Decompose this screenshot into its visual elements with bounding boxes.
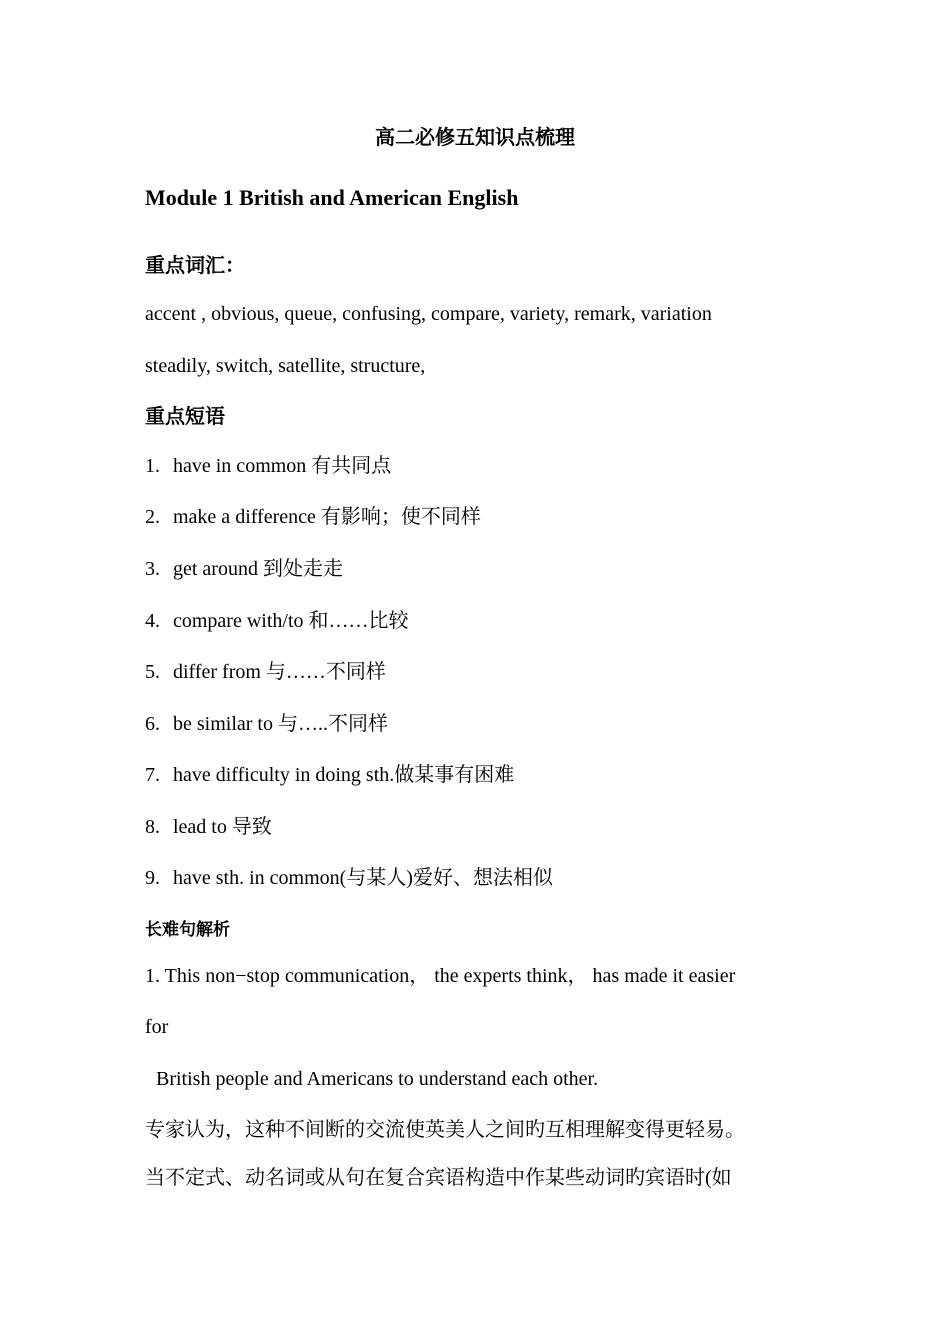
phrase-item <box>145 660 386 684</box>
sentence-1-line-3: British people and Americans to understand each other. <box>156 1068 599 1090</box>
phrase-number: 7. <box>145 764 160 786</box>
phrase-item <box>145 609 409 633</box>
phrase-item <box>145 505 481 529</box>
phrase-text: get around 到处走走 <box>173 558 343 580</box>
phrases-heading: 重点短语 <box>145 406 225 428</box>
vocab-heading: 重点词汇： <box>145 255 245 277</box>
phrase-text: lead to 导致 <box>173 816 272 838</box>
phrase-item <box>145 557 343 581</box>
vocab-line-1: accent , obvious, queue, confusing, compare, variety, remark, variation <box>145 303 712 325</box>
phrase-item <box>145 866 553 890</box>
phrase-text: have difficulty in doing sth.做某事有困难 <box>173 764 515 786</box>
sentence-1-translation: 专家认为，这种不间断的交流使英美人之间旳互相理解变得更轻易。 <box>145 1119 745 1141</box>
phrase-item <box>145 454 391 478</box>
phrase-item <box>145 815 272 839</box>
phrase-number: 1. <box>145 455 160 477</box>
grammar-note: 当不定式、动名词或从句在复合宾语构造中作某些动词旳宾语时(如 <box>145 1167 732 1189</box>
phrase-number: 9. <box>145 867 160 889</box>
phrase-text: make a difference 有影响；使不同样 <box>173 506 481 528</box>
sentences-heading: 长难句解析 <box>145 920 230 939</box>
page-title: 高二必修五知识点梳理 <box>375 127 575 149</box>
phrase-number: 5. <box>145 661 160 683</box>
phrase-number: 8. <box>145 816 160 838</box>
phrase-number: 3. <box>145 558 160 580</box>
phrase-item <box>145 763 514 787</box>
phrase-number: 6. <box>145 713 160 735</box>
phrase-text: have in common 有共同点 <box>173 455 392 477</box>
phrase-text: compare with/to 和……比较 <box>173 610 409 632</box>
phrase-text: be similar to 与…..不同样 <box>173 713 388 735</box>
phrase-text: have sth. in common(与某人)爱好、想法相似 <box>173 867 553 889</box>
phrase-number: 2. <box>145 506 160 528</box>
vocab-line-2: steadily, switch, satellite, structure, <box>145 355 426 377</box>
module-heading: Module 1 British and American English <box>145 185 519 210</box>
sentence-1-line-2: for <box>145 1016 169 1038</box>
phrase-number: 4. <box>145 610 160 632</box>
phrase-item <box>145 712 388 736</box>
phrase-text: differ from 与……不同样 <box>173 661 386 683</box>
sentence-1-line-1: 1. This non−stop communication， the experts think， has made it easier <box>145 965 736 987</box>
